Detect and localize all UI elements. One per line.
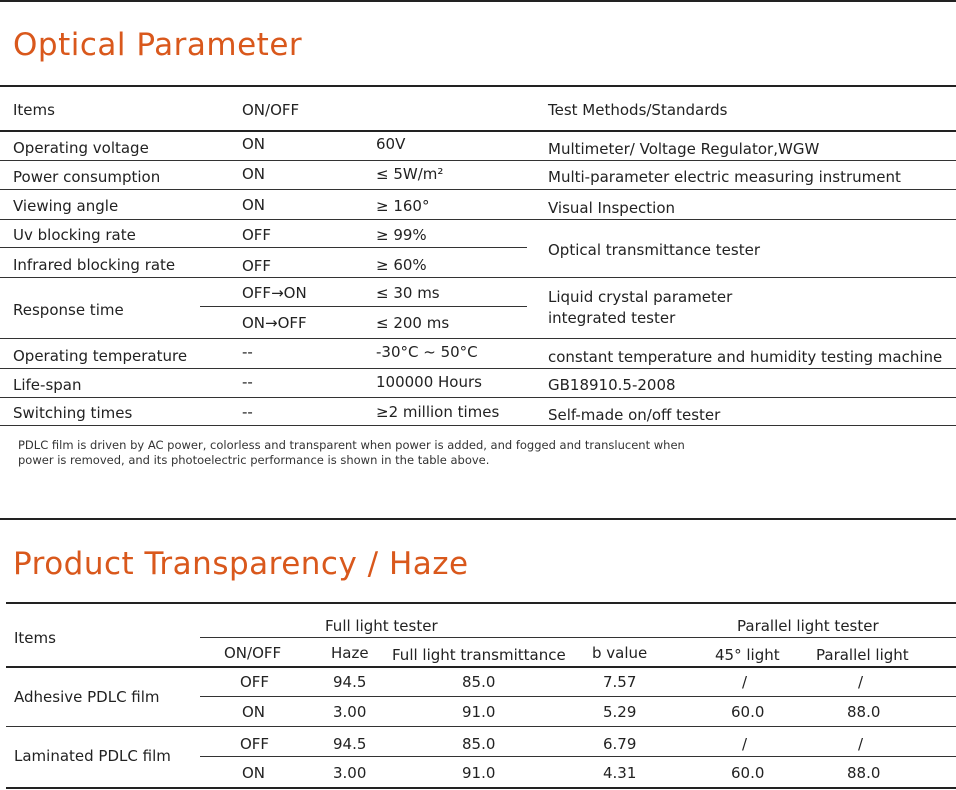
cell-haze: 94.5 <box>333 673 367 691</box>
cell-parallel: 88.0 <box>847 764 881 782</box>
header-45-light: 45° light <box>715 646 780 664</box>
row-value: ≥ 60% <box>376 256 427 274</box>
row-state: OFF→ON <box>242 284 307 302</box>
row-divider-partial <box>200 696 956 697</box>
row-method: constant temperature and humidity testing machine <box>548 348 943 366</box>
header-haze: Haze <box>331 644 369 662</box>
section-title-transparency: Product Transparency / Haze <box>13 546 469 582</box>
row-value: ≤ 30 ms <box>376 284 440 302</box>
product-name: Adhesive PDLC film <box>14 688 160 706</box>
cell-parallel: 88.0 <box>847 703 881 721</box>
row-divider <box>0 368 956 369</box>
row-state: -- <box>242 403 253 421</box>
cell-b-value: 4.31 <box>603 764 637 782</box>
header-b-value: b value <box>592 644 648 662</box>
cell-45-light: 60.0 <box>731 764 765 782</box>
cell-b-value: 6.79 <box>603 735 637 753</box>
row-state: ON <box>242 135 266 153</box>
header-items: Items <box>14 629 56 647</box>
header-methods: Test Methods/Standards <box>548 101 728 119</box>
row-value: -30°C ~ 50°C <box>376 343 478 361</box>
row-item: Switching times <box>13 404 133 422</box>
cell-state: ON <box>242 703 266 721</box>
row-method: Multi-parameter electric measuring instrument <box>548 168 901 186</box>
cell-transmittance: 85.0 <box>462 735 496 753</box>
header-items: Items <box>13 101 55 119</box>
section2-top-rule <box>0 518 956 520</box>
row-divider <box>0 397 956 398</box>
row-divider-partial <box>200 306 527 307</box>
row-item: Viewing angle <box>13 197 119 215</box>
row-method: Multimeter/ Voltage Regulator,WGW <box>548 140 820 158</box>
top-rule <box>0 0 956 2</box>
table-bottom-rule <box>0 425 956 426</box>
row-item: Infrared blocking rate <box>13 256 176 274</box>
row-state: -- <box>242 373 253 391</box>
row-divider <box>0 277 956 278</box>
note-line1: PDLC film is driven by AC power, colorless and transparent when power is added, and fogged and translucent when <box>18 438 685 452</box>
row-state: ON→OFF <box>242 314 307 332</box>
cell-transmittance: 91.0 <box>462 764 496 782</box>
row-value: ≤ 200 ms <box>376 314 450 332</box>
merged-method-lc-line2: integrated tester <box>548 309 676 327</box>
cell-transmittance: 85.0 <box>462 673 496 691</box>
row-value: ≥ 99% <box>376 226 427 244</box>
cell-parallel: / <box>858 673 864 691</box>
row-value: ≥2 million times <box>376 403 500 421</box>
cell-haze: 3.00 <box>333 764 367 782</box>
cell-haze: 94.5 <box>333 735 367 753</box>
row-divider-partial <box>200 756 956 757</box>
row-state: ON <box>242 196 266 214</box>
row-method: Visual Inspection <box>548 199 676 217</box>
cell-b-value: 5.29 <box>603 703 637 721</box>
row-value: ≥ 160° <box>376 197 430 215</box>
merged-method-optical: Optical transmittance tester <box>548 241 760 259</box>
row-item: Response time <box>13 301 124 319</box>
cell-45-light: 60.0 <box>731 703 765 721</box>
header-bottom-rule <box>6 666 956 668</box>
header-rule <box>0 130 956 132</box>
section-title-optical: Optical Parameter <box>13 27 303 63</box>
row-state: -- <box>242 343 253 361</box>
row-divider-partial <box>0 247 527 248</box>
section2-header-top-rule <box>6 602 956 604</box>
header-transmittance: Full light transmittance <box>392 646 566 664</box>
row-divider <box>0 160 956 161</box>
group-header-rule <box>200 637 956 638</box>
row-value: 100000 Hours <box>376 373 482 391</box>
cell-transmittance: 91.0 <box>462 703 496 721</box>
cell-haze: 3.00 <box>333 703 367 721</box>
table-bottom-rule <box>6 787 956 789</box>
cell-b-value: 7.57 <box>603 673 637 691</box>
row-divider <box>0 219 956 220</box>
note-line2: power is removed, and its photoelectric performance is shown in the table above. <box>18 453 490 467</box>
cell-45-light: / <box>742 673 748 691</box>
cell-parallel: / <box>858 735 864 753</box>
row-method: Self-made on/off tester <box>548 406 721 424</box>
row-state: OFF <box>242 226 272 244</box>
cell-state: ON <box>242 764 266 782</box>
row-divider <box>0 189 956 190</box>
header-onoff: ON/OFF <box>242 101 300 119</box>
row-divider <box>0 338 956 339</box>
row-item: Uv blocking rate <box>13 226 136 244</box>
title-rule <box>0 85 956 87</box>
row-item: Operating voltage <box>13 139 149 157</box>
row-state: ON <box>242 165 266 183</box>
header-parallel-light: Parallel light tester <box>737 617 879 635</box>
header-parallel: Parallel light <box>816 646 909 664</box>
cell-state: OFF <box>240 735 270 753</box>
row-divider <box>6 726 956 727</box>
row-item: Life-span <box>13 376 82 394</box>
row-value: ≤ 5W/m² <box>376 165 444 183</box>
row-method: GB18910.5-2008 <box>548 376 676 394</box>
row-item: Operating temperature <box>13 347 188 365</box>
cell-state: OFF <box>240 673 270 691</box>
merged-method-lc-line1: Liquid crystal parameter <box>548 288 733 306</box>
row-value: 60V <box>376 135 406 153</box>
header-onoff: ON/OFF <box>224 644 282 662</box>
product-name: Laminated PDLC film <box>14 747 171 765</box>
header-full-light: Full light tester <box>325 617 438 635</box>
cell-45-light: / <box>742 735 748 753</box>
row-item: Power consumption <box>13 168 161 186</box>
row-state: OFF <box>242 257 272 275</box>
